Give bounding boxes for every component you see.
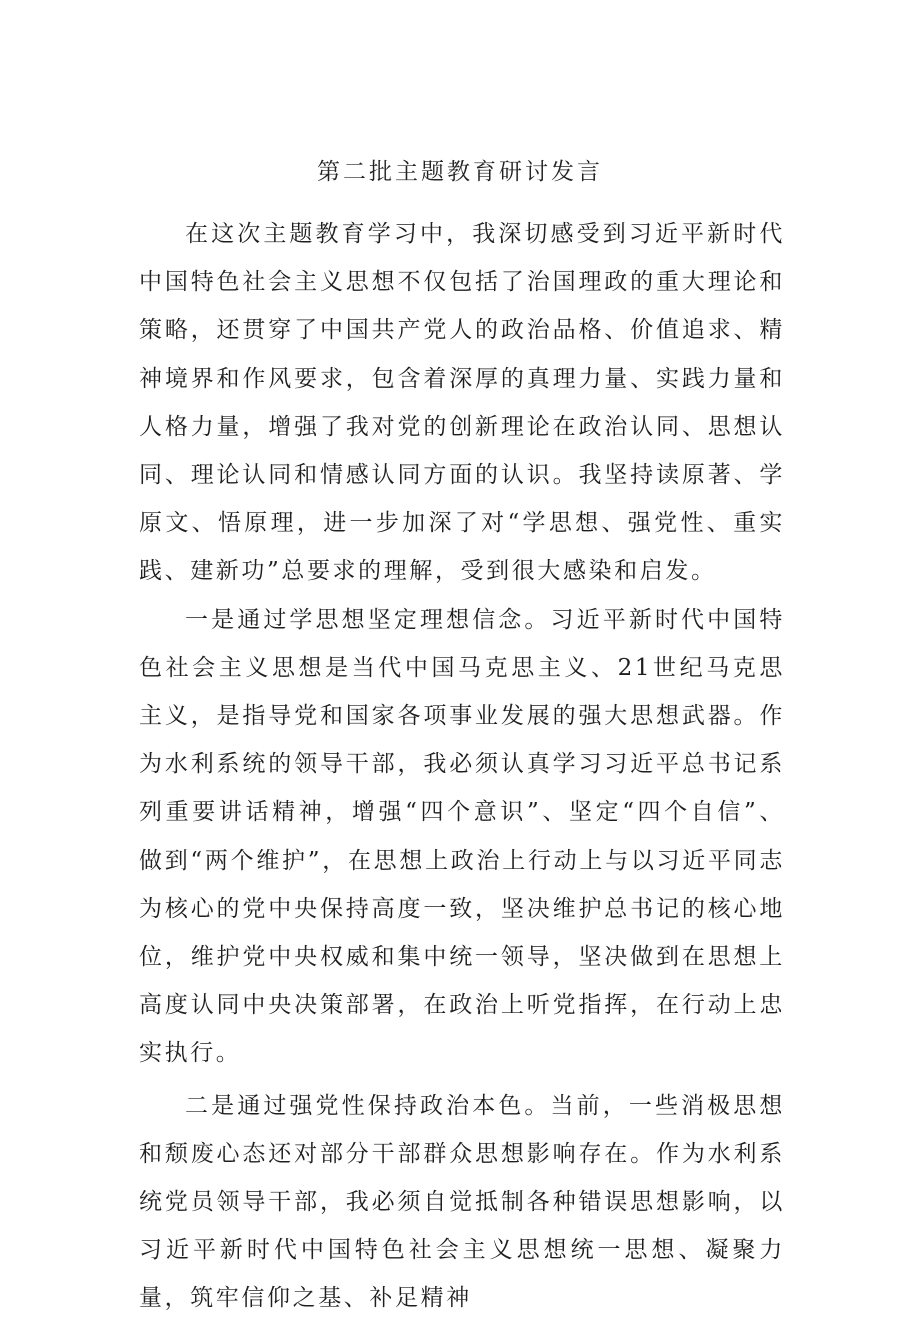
document-title: 第二批主题教育研讨发言: [317, 159, 603, 185]
document-body: [139, 210, 785, 1323]
paragraph-point-one: 一是通过学思想坚定理想信念。习近平新时代中国特色社会主义思想是当代中国马克思主义、21世纪马克思主义，是指导党和国家各项事业发展的强大思想武器。作为水利系统的领导干部，我必须认真学习习近平总书记系列重要讲话精神，增强“四个意识”、坚定“四个自信”、做到“两个维护”，在思想上政治上行动上与以习近平同志为核心的党中央保持高度一致，坚决维护总书记的核心地位，维护党中央权威和集中统一领导，坚决做到在思想上高度认同中央决策部署，在政治上听党指挥，在行动上忠实执行。: [139, 606, 785, 1067]
paragraph-intro: 在这次主题教育学习中，我深切感受到习近平新时代中国特色社会主义思想不仅包括了治国理政的重大理论和策略，还贯穿了中国共产党人的政治品格、价值追求、精神境界和作风要求，包含着深厚的真理力量、实践力量和人格力量，增强了我对党的创新理论在政治认同、思想认同、理论认同和情感认同方面的认识。我坚持读原著、学原文、悟原理，进一步加深了对“学思想、强党性、重实践、建新功”总要求的理解，受到很大感染和启发。: [139, 221, 785, 585]
paragraph-point-two: 二是通过强党性保持政治本色。当前，一些消极思想和颓废心态还对部分干部群众思想影响存在。作为水利系统党员领导干部，我必须自觉抵制各种错误思想影响，以习近平新时代中国特色社会主义思想统一思想、凝聚力量，筑牢信仰之基、补足精神: [139, 1092, 785, 1312]
